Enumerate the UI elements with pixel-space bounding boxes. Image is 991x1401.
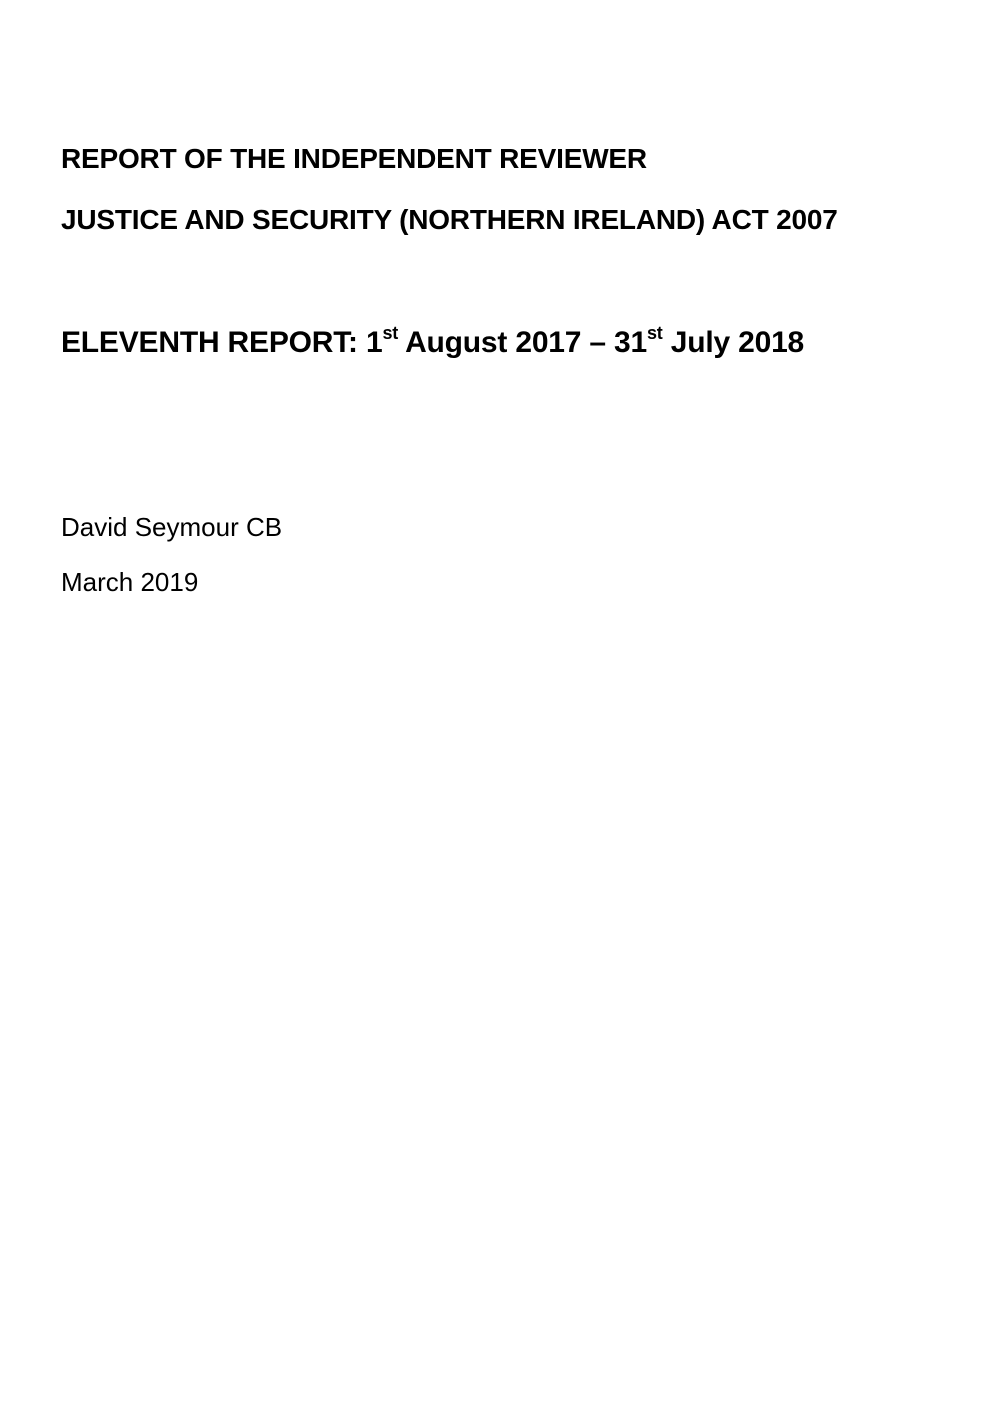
publication-date: March 2019 xyxy=(61,567,199,597)
report-period-middle: August 2017 – 31 xyxy=(398,326,647,359)
act-title: JUSTICE AND SECURITY (NORTHERN IRELAND) ACT 2007 xyxy=(61,204,838,235)
report-title: REPORT OF THE INDEPENDENT REVIEWER xyxy=(61,143,647,174)
report-period-end: July 2018 xyxy=(662,326,805,359)
ordinal-suffix-end: st xyxy=(647,323,663,343)
ordinal-suffix-start: st xyxy=(382,323,399,343)
report-period-heading xyxy=(61,324,804,362)
report-label: ELEVENTH REPORT: 1 xyxy=(61,326,383,359)
author-name: David Seymour CB xyxy=(61,512,283,542)
